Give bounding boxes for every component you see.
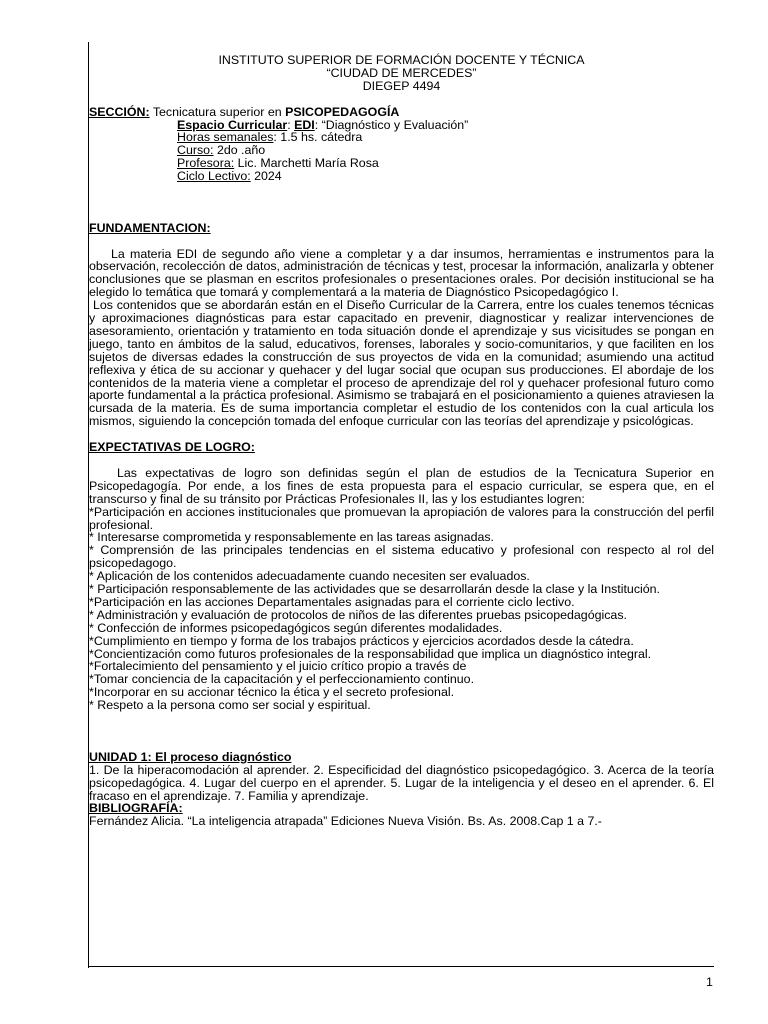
bibliografia-title: BIBLIOGRAFÍA: bbox=[89, 801, 183, 816]
espacio-label: Espacio Curricular bbox=[177, 117, 288, 132]
expectativas-intro bbox=[89, 467, 714, 506]
curso-label: Curso: bbox=[177, 143, 214, 158]
fundamentacion-title: FUNDAMENTACION: bbox=[89, 220, 211, 235]
fundamentacion-paragraph-2: Los contenidos que se abordarán están en el Diseño Curricular de la Carrera, entre los cuales tenemos técnicas y aproximaciones diagnósticas para estar capacitado en prevenir, diagnosticar y realizar intervenciones de asesoramiento, orientación y tratamiento en toda situación donde el aprendizaje y sus vicisitudes se pongan en juego, tanto en ámbitos de la salud, educativos, forenses, laborales y socio-comunitarios, y que faciliten en los sujetos de diversas edades la construcción de sus proyectos de vida en la comunidad; asumiendo una actitud reflexiva y ética de su accionar y quehacer y del lugar social que ocupan sus producciones. El abordaje de los contenidos de la materia viene a completar el proceso de aprendizaje del rol y quehacer profesional futuro como aporte fundamental a la práctica profesional. Asimismo se trabajará en el posicionamiento a quienes atraviesen la cursada de la materia. Es de suma importancia completar el estudio de los contenidos con la cual articula los mismos, siguiendo la concepción tomada del enfoque curricular con las teorías del aprendizaje y psicológicas. bbox=[89, 298, 714, 429]
horas-value: : 1.5 hs. cátedra bbox=[273, 130, 363, 145]
ciclo-value: 2024 bbox=[250, 169, 282, 184]
list-item: *Incorporar en su accionar técnico la ética y el secreto profesional. bbox=[89, 685, 455, 700]
ciclo-line bbox=[177, 170, 714, 183]
section-text: Tecnicatura superior en bbox=[152, 104, 282, 119]
bibliografia-entry: Fernández Alicia. “La inteligencia atrapada” Ediciones Nueva Visión. Bs. As. 2008.Cap 1 a 7.- bbox=[89, 814, 602, 829]
expectativas-title: EXPECTATIVAS DE LOGRO: bbox=[89, 440, 255, 455]
horas-label: Horas semanales bbox=[177, 130, 274, 145]
expectativas-list bbox=[89, 506, 714, 713]
list-item: * Confección de informes psicopedagógicos según diferentes modalidades. bbox=[89, 620, 503, 635]
expectativas-intro-b: Psicopedagogía. Por ende, a los fines de esta propuesta para el espacio curricular, se espera que, en el transcurso y final de su tránsito por Prácticas Profesionales II, las y los estudiantes logren: bbox=[89, 478, 714, 506]
list-item: * Respeto a la persona como ser social y espiritual. bbox=[89, 698, 371, 713]
ciclo-label: Ciclo Lectivo: bbox=[177, 169, 251, 184]
espacio-value: : “Diagnóstico y Evaluación” bbox=[314, 117, 469, 132]
profesora-label: Profesora: bbox=[177, 156, 235, 171]
document-page bbox=[89, 54, 714, 828]
list-item: *Tomar conciencia de la capacitación y el perfeccionamiento continuo. bbox=[89, 672, 475, 687]
section-label: SECCIÓN: bbox=[89, 104, 150, 119]
list-item: *Participación en acciones institucionales que promuevan la apropiación de valores para la construcción del perfil profesional. bbox=[89, 504, 714, 532]
list-item: * Interesarse comprometida y responsablemente en las tareas asignadas. bbox=[89, 530, 494, 545]
list-item: * Participación responsablemente de las actividades que se desarrollarán desde la clase y la Institución. bbox=[89, 582, 660, 597]
list-item: * Aplicación de los contenidos adecuadamente cuando necesiten ser evaluados. bbox=[89, 569, 530, 584]
list-item: *Concientización como futuros profesionales de la responsabilidad que implica un diagnóstico integral. bbox=[89, 646, 652, 661]
list-item: * Comprensión de las principales tendencias en el sistema educativo y profesional con respecto al rol del psicopedagogo. bbox=[89, 543, 714, 571]
unidad1-content: 1. De la hiperacomodación al aprender. 2. Especificidad del diagnóstico psicopedagógico. 3. Acerca de la teoría psicopedagógica. 4. Lugar del cuerpo en el aprender. 5. Lugar de la inteligencia y el deseo en el aprender. 6. El fracaso en el aprendizaje. 7. Familia y aprendizaje. bbox=[89, 762, 714, 803]
curso-value: 2do .año bbox=[213, 143, 266, 158]
institution-header bbox=[89, 54, 714, 93]
fundamentacion-paragraph-1: La materia EDI de segundo año viene a completar y a dar insumos, herramientas e instrumentos para la observación, recolección de datos, administración de técnicas y test, procesar la información, analizarla y obtener conclusiones que se plasman en escritos profesionales o presentaciones orales. Por decisión institucional se ha elegido lo temática que tomará y complementará a la materia de Diagnóstico Psicopedagógico I. bbox=[89, 246, 714, 300]
page-border-bottom bbox=[88, 966, 714, 967]
list-item: *Cumplimiento en tiempo y forma de los trabajos prácticos y ejercicios acordados desde la cátedra. bbox=[89, 633, 634, 648]
header-line-institution: INSTITUTO SUPERIOR DE FORMACIÓN DOCENTE Y TÉCNICA bbox=[218, 53, 585, 67]
page-number: 1 bbox=[706, 975, 713, 989]
header-line-diegep: DIEGEP 4494 bbox=[362, 78, 441, 93]
unidad1-title: UNIDAD 1: El proceso diagnóstico bbox=[89, 749, 292, 764]
course-info bbox=[177, 119, 714, 184]
expectativas-intro-a: Las expectativas de logro son definidas según el plan de estudios de la Tecnicatura Superior en bbox=[117, 465, 714, 480]
list-item: * Administración y evaluación de protocolos de niños de las diferentes pruebas psicopedagógicas. bbox=[89, 607, 627, 622]
profesora-value: Lic. Marchetti María Rosa bbox=[234, 156, 379, 171]
espacio-edi: EDI bbox=[294, 117, 315, 132]
list-item: *Fortalecimiento del pensamiento y el juicio crítico propio a través de bbox=[89, 659, 467, 674]
espacio-curricular-line: Espacio Curricular: EDI: “Diagnóstico y Evaluación” bbox=[177, 117, 469, 132]
list-item: *Participación en las acciones Departamentales asignadas para el corriente ciclo lectivo. bbox=[89, 594, 575, 609]
section-career: PSICOPEDAGOGÍA bbox=[285, 104, 400, 119]
header-line-city: “CIUDAD DE MERCEDES” bbox=[326, 65, 477, 80]
